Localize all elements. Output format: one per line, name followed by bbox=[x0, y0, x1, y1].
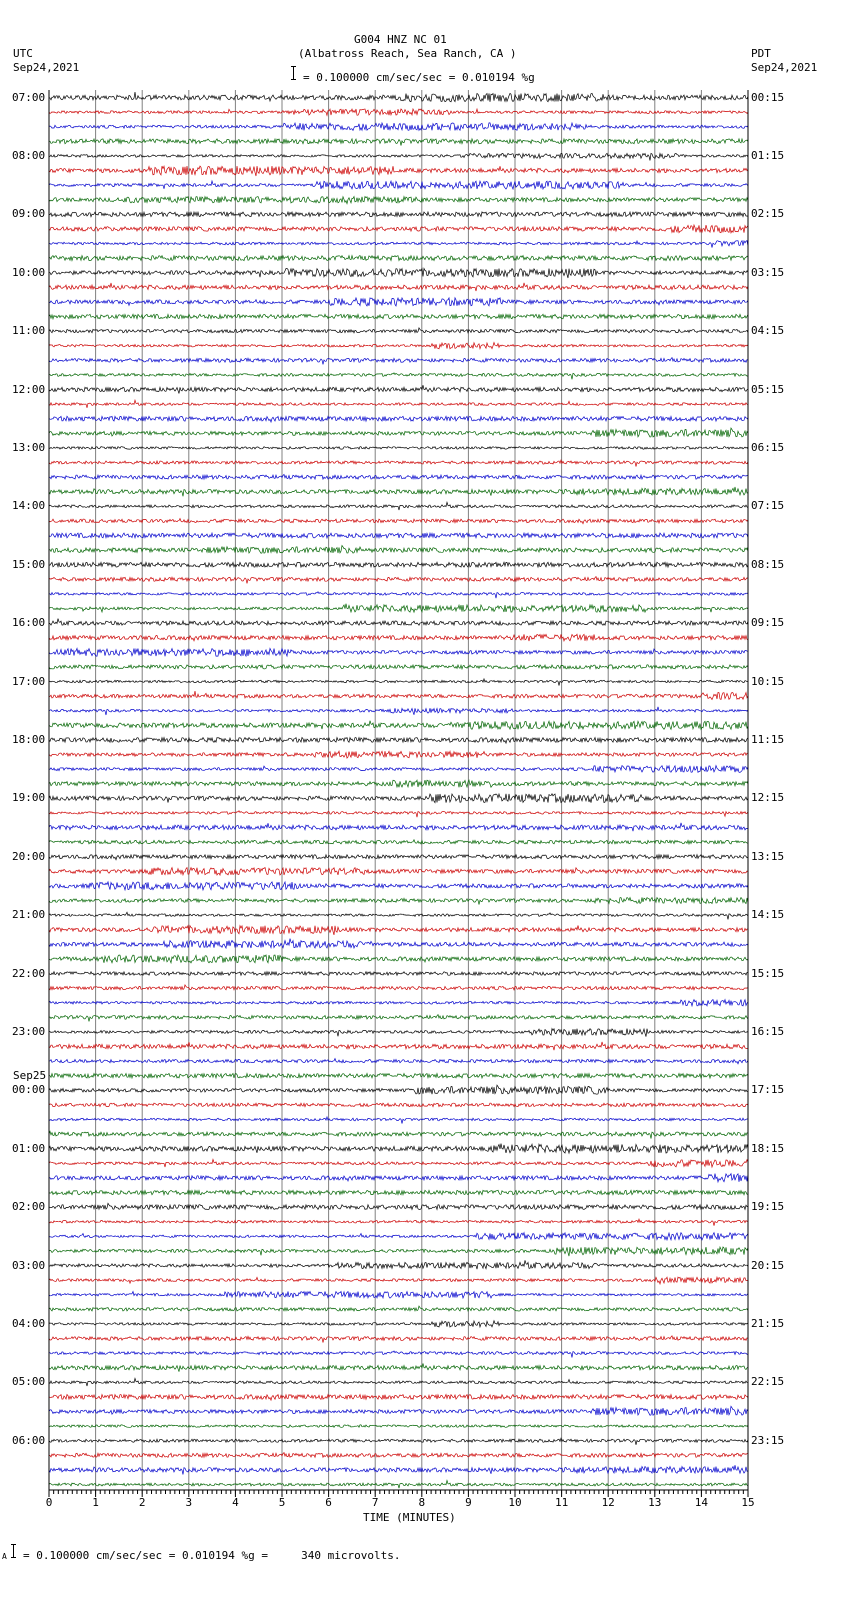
seismic-trace bbox=[49, 256, 748, 261]
utc-hour-label: 17:00 bbox=[12, 674, 46, 688]
seismic-trace bbox=[49, 1174, 748, 1182]
seismic-trace bbox=[49, 181, 748, 189]
seismic-trace bbox=[49, 738, 748, 744]
footer-scale-text: = 0.100000 cm/sec/sec = 0.010194 %g = 340 microvolts. bbox=[23, 1549, 401, 1562]
seismic-trace bbox=[49, 855, 748, 860]
pdt-hour-label: 11:15 bbox=[751, 732, 785, 746]
seismic-trace bbox=[49, 691, 748, 699]
seismic-trace bbox=[49, 648, 748, 656]
x-tick-label: 13 bbox=[648, 1496, 662, 1509]
seismic-trace bbox=[49, 1260, 748, 1269]
utc-hour-label: 04:00 bbox=[12, 1316, 46, 1330]
seismic-trace bbox=[49, 533, 748, 538]
x-tick-label: 0 bbox=[45, 1496, 53, 1509]
utc-hour-label: 00:00 bbox=[12, 1083, 46, 1097]
seismic-trace bbox=[49, 139, 748, 146]
seismic-trace bbox=[49, 1321, 748, 1327]
pdt-hour-label: 21:15 bbox=[751, 1316, 785, 1330]
x-tick-label: 14 bbox=[694, 1496, 709, 1509]
pdt-hour-label: 05:15 bbox=[751, 382, 785, 396]
pdt-hour-label: 17:15 bbox=[751, 1083, 785, 1097]
seismic-trace bbox=[49, 1465, 748, 1474]
utc-hour-label: 08:00 bbox=[12, 148, 46, 162]
pdt-hour-label: 08:15 bbox=[751, 557, 785, 571]
seismic-trace bbox=[49, 1117, 748, 1124]
seismic-trace bbox=[49, 428, 748, 437]
seismic-trace bbox=[49, 1042, 748, 1050]
utc-hour-label: 15:00 bbox=[12, 557, 46, 571]
utc-hour-label: 21:00 bbox=[12, 908, 46, 922]
seismic-trace bbox=[49, 868, 748, 876]
seismic-trace bbox=[49, 1233, 748, 1240]
x-tick-label: 12 bbox=[601, 1496, 615, 1509]
seismic-trace bbox=[49, 634, 748, 641]
seismic-trace bbox=[49, 343, 748, 349]
utc-hour-label: 02:00 bbox=[12, 1200, 46, 1214]
seismic-trace bbox=[49, 1406, 748, 1415]
seismic-trace bbox=[49, 1351, 748, 1358]
seismic-trace bbox=[49, 562, 748, 567]
seismic-trace bbox=[49, 898, 748, 905]
seismic-trace bbox=[49, 1015, 748, 1022]
seismic-trace bbox=[49, 474, 748, 479]
utc-hour-label: 03:00 bbox=[12, 1258, 46, 1272]
pdt-hour-label: 07:15 bbox=[751, 499, 785, 513]
seismic-trace bbox=[49, 546, 748, 554]
seismic-trace bbox=[49, 823, 748, 831]
seismic-trace bbox=[49, 1190, 748, 1195]
seismic-trace bbox=[49, 619, 748, 626]
x-tick-label: 2 bbox=[138, 1496, 146, 1509]
seismic-trace bbox=[49, 721, 748, 730]
seismic-trace bbox=[49, 519, 748, 524]
seismic-trace bbox=[49, 460, 748, 467]
utc-hour-label: 12:00 bbox=[12, 382, 46, 396]
scale-text: = 0.100000 cm/sec/sec = 0.010194 %g bbox=[303, 71, 535, 84]
seismic-trace bbox=[49, 447, 748, 449]
utc-hour-label: 07:00 bbox=[12, 90, 46, 104]
seismic-trace bbox=[49, 1131, 748, 1138]
pdt-hour-label: 00:15 bbox=[751, 90, 785, 104]
seismic-trace bbox=[49, 1306, 748, 1311]
seismic-trace bbox=[49, 1395, 748, 1401]
seismic-trace bbox=[49, 166, 748, 176]
seismic-trace bbox=[49, 1159, 748, 1167]
utc-hour-label: 20:00 bbox=[12, 849, 46, 863]
seismic-trace bbox=[49, 373, 748, 380]
seismic-trace bbox=[49, 1378, 748, 1386]
seismic-trace bbox=[49, 882, 748, 890]
seismic-trace bbox=[49, 1425, 748, 1427]
seismic-trace bbox=[49, 751, 748, 758]
pdt-hour-label: 02:15 bbox=[751, 207, 785, 221]
utc-hour-label: 18:00 bbox=[12, 732, 46, 746]
seismic-trace bbox=[49, 225, 748, 233]
utc-hour-label: 01:00 bbox=[12, 1141, 46, 1155]
pdt-hour-label: 16:15 bbox=[751, 1024, 785, 1038]
x-tick-label: 9 bbox=[465, 1496, 472, 1509]
seismic-trace bbox=[49, 1219, 748, 1226]
seismic-trace bbox=[49, 1144, 748, 1154]
seismic-trace bbox=[49, 197, 748, 204]
seismic-trace bbox=[49, 679, 748, 686]
utc-hour-label: 11:00 bbox=[12, 324, 46, 338]
utc-hour-label: 14:00 bbox=[12, 499, 46, 513]
seismic-trace bbox=[49, 972, 748, 976]
seismic-trace bbox=[49, 939, 748, 948]
seismic-trace bbox=[49, 780, 748, 787]
seismic-trace bbox=[49, 1453, 748, 1458]
utc-hour-label: 13:00 bbox=[12, 440, 46, 454]
seismic-trace bbox=[49, 1277, 748, 1284]
seismic-trace bbox=[49, 912, 748, 919]
pdt-hour-label: 22:15 bbox=[751, 1375, 785, 1389]
seismic-trace bbox=[49, 328, 748, 333]
seismic-trace bbox=[49, 298, 748, 306]
station-location: (Albatross Reach, Sea Ranch, CA ) bbox=[298, 47, 517, 60]
seismic-trace bbox=[49, 1085, 748, 1094]
seismic-trace bbox=[49, 416, 748, 422]
x-axis-label: TIME (MINUTES) bbox=[363, 1511, 456, 1524]
footer-scale-bar-icon bbox=[13, 1544, 14, 1558]
utc-hour-label: 06:00 bbox=[12, 1433, 46, 1447]
seismic-trace bbox=[49, 400, 748, 408]
x-tick-label: 5 bbox=[278, 1496, 286, 1509]
x-tick-label: 8 bbox=[418, 1496, 426, 1509]
pdt-hour-label: 19:15 bbox=[751, 1200, 785, 1214]
seismic-trace bbox=[49, 502, 748, 510]
seismic-trace bbox=[49, 269, 748, 279]
left-date: Sep24,2021 bbox=[13, 61, 80, 74]
pdt-hour-label: 12:15 bbox=[751, 791, 785, 805]
utc-hour-label: 22:00 bbox=[12, 966, 46, 980]
utc-hour-label: 23:00 bbox=[12, 1024, 46, 1038]
seismic-trace bbox=[49, 1363, 748, 1371]
seismic-trace bbox=[49, 1247, 748, 1256]
pdt-hour-label: 03:15 bbox=[751, 265, 785, 279]
right-date: Sep24,2021 bbox=[751, 61, 818, 74]
seismic-trace bbox=[49, 385, 748, 393]
right-timezone: PDT bbox=[751, 47, 771, 60]
seismic-trace bbox=[49, 1291, 748, 1298]
seismic-trace bbox=[49, 1336, 748, 1343]
pdt-hour-label: 23:15 bbox=[751, 1433, 785, 1447]
seismic-trace bbox=[49, 707, 748, 715]
seismic-trace bbox=[49, 794, 748, 803]
seismic-trace bbox=[49, 1481, 748, 1489]
seismic-trace bbox=[49, 811, 748, 818]
seismic-trace bbox=[49, 985, 748, 990]
pdt-hour-label: 06:15 bbox=[751, 440, 785, 454]
seismic-trace bbox=[49, 577, 748, 584]
seismic-trace bbox=[49, 1029, 748, 1037]
pdt-hour-label: 14:15 bbox=[751, 908, 785, 922]
pdt-hour-label: 04:15 bbox=[751, 324, 785, 338]
seismic-trace bbox=[49, 153, 748, 160]
x-tick-label: 7 bbox=[371, 1496, 379, 1509]
seismic-trace bbox=[49, 1103, 748, 1107]
seismic-trace bbox=[49, 1073, 748, 1078]
seismic-trace bbox=[49, 487, 748, 496]
station-title: G004 HNZ NC 01 bbox=[354, 33, 447, 46]
seismic-trace bbox=[49, 766, 748, 773]
seismic-trace bbox=[49, 241, 748, 248]
seismic-trace bbox=[49, 1203, 748, 1209]
seismic-trace bbox=[49, 840, 748, 844]
x-tick-label: 11 bbox=[554, 1496, 569, 1509]
pdt-hour-label: 18:15 bbox=[751, 1141, 785, 1155]
x-tick-label: 15 bbox=[741, 1496, 755, 1509]
x-tick-label: 3 bbox=[185, 1496, 193, 1509]
seismic-trace bbox=[49, 592, 748, 599]
seismic-trace bbox=[49, 955, 748, 963]
utc-hour-label: 16:00 bbox=[12, 616, 46, 630]
seismic-trace bbox=[49, 358, 748, 365]
pdt-hour-label: 10:15 bbox=[751, 674, 785, 688]
x-tick-label: 4 bbox=[232, 1496, 239, 1509]
seismic-trace bbox=[49, 1000, 748, 1006]
footer-prefix: A bbox=[2, 1552, 7, 1561]
x-tick-label: 1 bbox=[92, 1496, 99, 1509]
utc-hour-label: 19:00 bbox=[12, 791, 46, 805]
pdt-hour-label: 15:15 bbox=[751, 966, 785, 980]
pdt-hour-label: 01:15 bbox=[751, 148, 785, 162]
seismic-trace bbox=[49, 1059, 748, 1064]
x-tick-label: 10 bbox=[508, 1496, 522, 1509]
seismic-trace bbox=[49, 212, 748, 217]
utc-hour-label: 05:00 bbox=[12, 1375, 46, 1389]
x-tick-label: 6 bbox=[325, 1496, 332, 1509]
utc-hour-label: 10:00 bbox=[12, 265, 46, 279]
seismic-trace bbox=[49, 926, 748, 935]
seismic-trace bbox=[49, 283, 748, 291]
utc-hour-label: 09:00 bbox=[12, 207, 46, 221]
date-change-label: Sep25 bbox=[13, 1069, 47, 1083]
seismic-trace bbox=[49, 1438, 748, 1445]
pdt-hour-label: 13:15 bbox=[751, 849, 785, 863]
seismic-trace bbox=[49, 92, 748, 102]
seismic-trace bbox=[49, 109, 748, 115]
seismic-trace bbox=[49, 604, 748, 613]
pdt-hour-label: 09:15 bbox=[751, 616, 785, 630]
seismic-trace bbox=[49, 665, 748, 669]
seismic-trace bbox=[49, 314, 748, 319]
seismic-trace bbox=[49, 123, 748, 131]
left-timezone: UTC bbox=[13, 47, 33, 60]
pdt-hour-label: 20:15 bbox=[751, 1258, 785, 1272]
